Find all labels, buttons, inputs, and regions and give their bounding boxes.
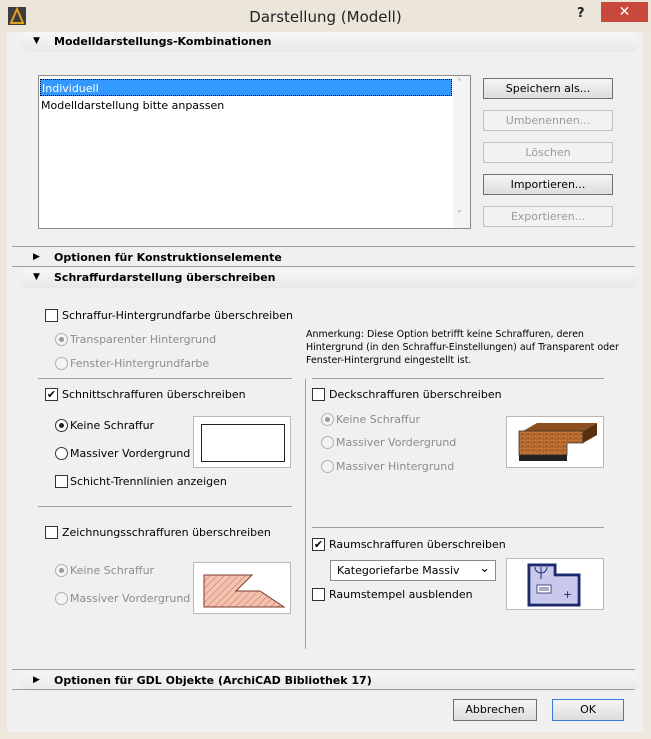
- cover-no-fill-radio[interactable]: [321, 413, 334, 426]
- hide-stamp-label: Raumstempel ausblenden: [329, 588, 473, 601]
- drafting-no-fill-radio[interactable]: [55, 564, 68, 577]
- drafting-solid-fg-radio[interactable]: [55, 592, 68, 605]
- section-constructions[interactable]: [19, 248, 639, 268]
- zone-stamp-icon: [507, 559, 603, 609]
- cut-solid-fg-label: Massiver Vordergrund: [70, 447, 191, 460]
- window-bg-radio[interactable]: [55, 357, 68, 370]
- background-note: Anmerkung: Diese Option betrifft keine Schraffuren, deren Hintergrund (in den Schraffur-Einstellungen) auf Transparent oder Fenster-Hintergrund eingestellt ist.: [306, 329, 619, 366]
- drafting-fills-label: Zeichnungsschraffuren überschreiben: [62, 526, 271, 539]
- transparent-bg-radio[interactable]: [55, 333, 68, 346]
- expanded-arrow-icon: ▼: [33, 272, 40, 282]
- section-override[interactable]: [19, 268, 639, 288]
- expanded-arrow-icon: ▼: [33, 36, 40, 46]
- scroll-down-icon[interactable]: ˅: [457, 210, 462, 221]
- cover-solid-fg-radio[interactable]: [321, 436, 334, 449]
- scroll-up-icon[interactable]: ˄: [457, 78, 462, 89]
- divider: [12, 246, 635, 247]
- help-icon[interactable]: ?: [577, 6, 585, 21]
- cancel-button[interactable]: Abbrechen: [453, 699, 537, 721]
- divider: [12, 669, 635, 670]
- window-title: Darstellung (Modell): [249, 8, 402, 26]
- cut-no-fill-radio[interactable]: [55, 419, 68, 432]
- divider: [312, 527, 604, 528]
- divider: [312, 378, 604, 379]
- close-button[interactable]: ✕: [601, 2, 648, 22]
- cut-solid-fg-radio[interactable]: [55, 447, 68, 460]
- hatched-fill-icon: [194, 563, 290, 613]
- column-divider: [305, 379, 306, 649]
- ok-button[interactable]: OK: [552, 699, 624, 721]
- cut-fills-checkbox[interactable]: ✔: [46, 388, 57, 401]
- cut-fill-preview: [193, 416, 291, 468]
- background-override-checkbox[interactable]: [45, 309, 58, 322]
- svg-text:+: +: [563, 588, 573, 601]
- cover-fill-preview: [506, 416, 604, 468]
- list-scrollbar[interactable]: [453, 76, 470, 228]
- section-gdl[interactable]: [19, 671, 639, 691]
- cover-fills-label: Deckschraffuren überschreiben: [329, 388, 502, 401]
- delete-button[interactable]: Löschen: [483, 142, 613, 163]
- title-bar[interactable]: [0, 0, 651, 32]
- zone-fills-checkbox[interactable]: ✔: [313, 538, 324, 551]
- section-combinations-label: Modelldarstellungs-Kombinationen: [54, 35, 272, 48]
- zone-fill-dropdown[interactable]: [330, 560, 496, 581]
- drafting-fill-preview: [193, 562, 291, 614]
- rename-button[interactable]: Umbenennen...: [483, 110, 613, 131]
- empty-fill-swatch: [201, 424, 285, 462]
- export-button[interactable]: Exportieren...: [483, 206, 613, 227]
- background-override-label: Schraffur-Hintergrundfarbe überschreiben: [62, 309, 293, 322]
- section-override-label: Schraffurdarstellung überschreiben: [54, 271, 276, 284]
- layer-lines-checkbox[interactable]: [55, 475, 68, 488]
- dialog-content: [7, 32, 643, 732]
- cut-fills-label: Schnittschraffuren überschreiben: [62, 388, 246, 401]
- brick-fill-icon: [507, 417, 603, 467]
- cover-solid-bg-radio[interactable]: [321, 460, 334, 473]
- hide-stamp-checkbox[interactable]: [312, 588, 325, 601]
- divider: [12, 266, 635, 267]
- window-bg-label: Fenster-Hintergrundfarbe: [70, 357, 210, 370]
- divider: [38, 506, 292, 507]
- divider: [12, 689, 635, 690]
- collapsed-arrow-icon: ▶: [33, 252, 40, 262]
- divider: [38, 378, 292, 379]
- cut-no-fill-label: Keine Schraffur: [70, 419, 155, 432]
- import-button[interactable]: Importieren...: [483, 174, 613, 195]
- drafting-no-fill-label: Keine Schraffur: [70, 564, 155, 577]
- zone-fills-label: Raumschraffuren überschreiben: [329, 538, 506, 551]
- section-constructions-label: Optionen für Konstruktionselemente: [54, 251, 282, 264]
- list-item[interactable]: Individuell: [40, 79, 452, 96]
- drafting-fills-checkbox[interactable]: [45, 526, 58, 539]
- cover-solid-fg-label: Massiver Vordergrund: [336, 436, 457, 449]
- drafting-solid-fg-label: Massiver Vordergrund: [70, 592, 191, 605]
- save-as-button[interactable]: Speichern als...: [483, 78, 613, 99]
- collapsed-arrow-icon: ▶: [33, 675, 40, 685]
- section-gdl-label: Optionen für GDL Objekte (ArchiCAD Bibliothek 17): [54, 674, 372, 687]
- transparent-bg-label: Transparenter Hintergrund: [70, 333, 217, 346]
- section-combinations[interactable]: [19, 32, 639, 52]
- chevron-down-icon: ⌄: [479, 561, 490, 576]
- list-item[interactable]: Modelldarstellung bitte anpassen: [41, 99, 225, 112]
- cover-solid-bg-label: Massiver Hintergrund: [336, 460, 455, 473]
- cover-no-fill-label: Keine Schraffur: [336, 413, 421, 426]
- combination-list[interactable]: [38, 75, 471, 229]
- layer-lines-label: Schicht-Trennlinien anzeigen: [70, 475, 227, 488]
- zone-fill-preview: [506, 558, 604, 610]
- cover-fills-checkbox[interactable]: [312, 388, 325, 401]
- zone-fill-dropdown-value: Kategoriefarbe Massiv: [337, 564, 460, 577]
